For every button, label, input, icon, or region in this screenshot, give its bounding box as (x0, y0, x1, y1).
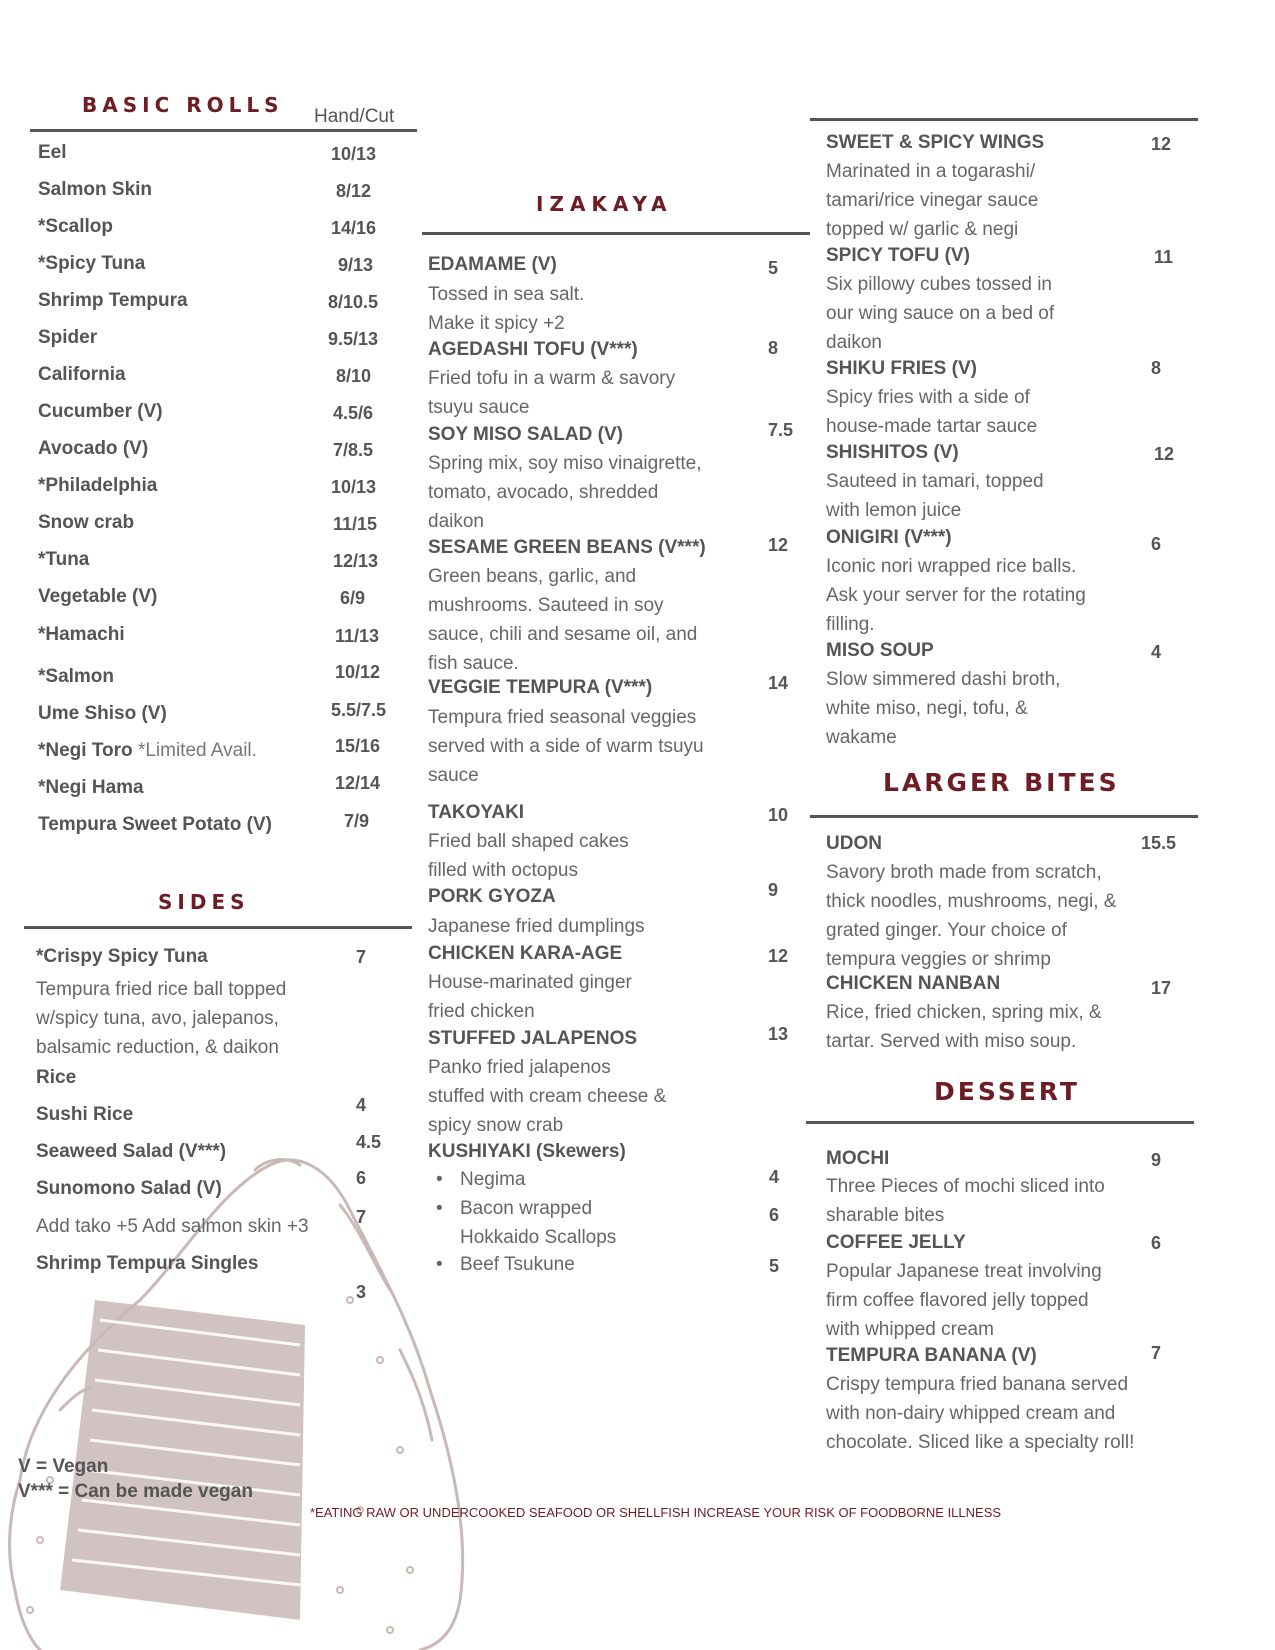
izakaya-price: 9 (768, 880, 779, 900)
limited-note: *Limited Avail. (137, 740, 257, 761)
izakaya-desc: House-marinated ginger fried chicken (428, 972, 632, 1022)
dessert-desc: Popular Japanese treat involving firm coffee flavored jelly topped with whipped cream (826, 1261, 1102, 1340)
izakaya-desc: Spring mix, soy miso vinaigrette, tomato, avocado, shredded daikon (428, 453, 702, 532)
roll-name: Eel (38, 142, 67, 163)
roll-price: 9/13 (338, 255, 374, 275)
izakaya-name: CHICKEN KARA-AGE (428, 943, 623, 964)
dessert-price: 9 (1151, 1150, 1162, 1170)
roll-name: Vegetable (V) (38, 586, 158, 607)
dessert-name: MOCHI (826, 1148, 890, 1169)
right-item-desc: Iconic nori wrapped rice balls. Ask your server for the rotating filling. (826, 556, 1086, 635)
right-item-name: SHISHITOS (V) (826, 442, 959, 463)
roll-name: *Salmon (38, 666, 115, 687)
dessert-name: TEMPURA BANANA (V) (826, 1345, 1037, 1366)
basic-rolls-title: BASIC ROLLS (82, 93, 284, 117)
side-price: 7 (356, 1207, 367, 1227)
side-name: *Crispy Spicy Tuna (36, 946, 208, 967)
izakaya-desc: Tossed in sea salt. (428, 284, 585, 305)
roll-price: 8/10 (336, 366, 372, 386)
izakaya-desc: Panko fried jalapenos stuffed with cream cheese & spicy snow crab (428, 1057, 667, 1136)
right-item-desc: Six pillowy cubes tossed in our wing sauce on a bed of daikon (826, 274, 1055, 353)
side-price: 4 (356, 1095, 367, 1115)
larger-bites-rule (810, 815, 1198, 818)
dessert-price: 6 (1151, 1233, 1162, 1253)
izakaya-desc: Tempura fried seasonal veggies served with a side of warm tsuyu sauce (428, 707, 704, 786)
dessert-rule (806, 1121, 1194, 1124)
izakaya-name: SOY MISO SALAD (V) (428, 424, 623, 445)
right-item-price: 8 (1151, 358, 1162, 378)
larger-item-price: 17 (1151, 978, 1172, 998)
basic-rolls-rule (30, 129, 417, 132)
larger-bites-title: LARGER BITES (883, 768, 1120, 797)
roll-name: *Philadelphia (38, 475, 158, 496)
izakaya-price: 12 (768, 946, 789, 966)
side-price: 4.5 (356, 1132, 382, 1152)
roll-name: *Scallop (38, 216, 113, 237)
larger-item-name: UDON (826, 833, 882, 854)
roll-price: 11/15 (333, 514, 378, 534)
side-name: Sushi Rice (36, 1104, 134, 1125)
kushiyaki-item: • Negima (460, 1165, 525, 1194)
roll-price: 12/13 (333, 551, 379, 571)
larger-item-desc: Savory broth made from scratch, thick noodles, mushrooms, negi, & grated ginger. Your choice of tempura veggies or shrimp (826, 862, 1117, 970)
roll-price: 6/9 (340, 588, 366, 608)
right-item-desc: Spicy fries with a side of house-made tartar sauce (826, 387, 1038, 437)
right-item-price: 11 (1154, 247, 1174, 267)
izakaya-name: AGEDASHI TOFU (V***) (428, 339, 638, 360)
roll-name: *Negi Hama (38, 777, 144, 798)
right-item-price: 12 (1151, 134, 1172, 154)
roll-price: 8/10.5 (328, 292, 379, 312)
roll-name: Avocado (V) (38, 438, 149, 459)
legend-can-be-vegan: V*** = Can be made vegan (18, 1481, 253, 1502)
right-item-name: SPICY TOFU (V) (826, 245, 970, 266)
roll-price: 10/13 (331, 477, 377, 497)
side-price: 7 (356, 947, 367, 967)
izakaya-name: VEGGIE TEMPURA (V***) (428, 677, 653, 698)
right-item-name: SWEET & SPICY WINGS (826, 132, 1045, 153)
roll-name: California (38, 364, 126, 385)
legend-vegan: V = Vegan (18, 1456, 109, 1477)
raw-food-warning: *EATING RAW OR UNDERCOOKED SEAFOOD OR SHELLFISH INCREASE YOUR RISK OF FOODBORNE ILLNESS (310, 1505, 1002, 1520)
roll-name: Snow crab (38, 512, 135, 533)
roll-price: 7/9 (344, 811, 370, 831)
izakaya-extra: Make it spicy +2 (428, 313, 565, 334)
roll-price: 10/12 (335, 662, 381, 682)
izakaya-name: STUFFED JALAPENOS (428, 1028, 638, 1049)
roll-price: 9.5/13 (328, 329, 379, 349)
roll-price: 10/13 (331, 144, 377, 164)
izakaya-rule (422, 232, 810, 235)
izakaya-price: 7.5 (768, 420, 794, 440)
izakaya-title: IZAKAYA (536, 192, 673, 216)
roll-price: 15/16 (335, 736, 381, 756)
kushiyaki-item: • Bacon wrapped Hokkaido Scallops (460, 1194, 640, 1252)
roll-price: 7/8.5 (333, 440, 374, 460)
dessert-price: 7 (1151, 1343, 1162, 1363)
izakaya-name: KUSHIYAKI (Skewers) (428, 1141, 626, 1162)
izakaya-price: 10 (768, 805, 789, 825)
izakaya-name: PORK GYOZA (428, 886, 556, 907)
roll-name: Ume Shiso (V) (38, 703, 167, 724)
side-price: 6 (356, 1168, 367, 1188)
right-item-price: 6 (1151, 534, 1162, 554)
right-item-name: SHIKU FRIES (V) (826, 358, 977, 379)
dessert-desc: Three Pieces of mochi sliced into sharable bites (826, 1176, 1105, 1226)
kushiyaki-price: 5 (769, 1256, 780, 1276)
roll-price: 11/13 (335, 626, 380, 646)
right-item-name: MISO SOUP (826, 640, 934, 661)
kushiyaki-price: 6 (769, 1205, 780, 1225)
right-item-price: 12 (1154, 444, 1175, 464)
izakaya-price: 14 (768, 673, 789, 693)
izakaya-price: 5 (768, 258, 779, 278)
right-top-rule (810, 118, 1198, 121)
side-price: 3 (356, 1282, 367, 1302)
sides-title: SIDES (158, 890, 250, 914)
roll-name: Tempura Sweet Potato (V) (38, 814, 273, 835)
hand-cut-header: Hand/Cut (314, 106, 395, 127)
roll-price: 4.5/6 (333, 403, 374, 423)
izakaya-desc: Green beans, garlic, and mushrooms. Sauteed in soy sauce, chili and sesame oil, and fish sauce. (428, 566, 698, 674)
side-add-on: Add tako +5 Add salmon skin +3 (36, 1216, 309, 1237)
roll-name: *Tuna (38, 549, 90, 570)
side-name: Seaweed Salad (V***) (36, 1141, 227, 1162)
dessert-title: DESSERT (934, 1077, 1080, 1106)
right-item-name: ONIGIRI (V***) (826, 527, 952, 548)
roll-name-negi-toro (38, 740, 257, 762)
side-name: Shrimp Tempura Singles (36, 1253, 259, 1274)
right-item-desc: Sauteed in tamari, topped with lemon juice (826, 471, 1044, 521)
kushiyaki-item: • Beef Tsukune (460, 1250, 575, 1279)
right-item-desc: Marinated in a togarashi/ tamari/rice vinegar sauce topped w/ garlic & negi (826, 161, 1039, 240)
roll-price: 14/16 (331, 218, 377, 238)
roll-name: *Spicy Tuna (38, 253, 146, 274)
roll-price: 8/12 (336, 181, 372, 201)
side-rice-heading: Rice (36, 1067, 77, 1088)
larger-item-price: 15.5 (1141, 833, 1177, 853)
side-desc: Tempura fried rice ball topped w/spicy tuna, avo, jalepanos, balsamic reduction, & daikon (36, 979, 287, 1058)
izakaya-desc: Fried tofu in a warm & savory tsuyu sauce (428, 368, 676, 418)
roll-name: Cucumber (V) (38, 401, 163, 422)
izakaya-name: TAKOYAKI (428, 802, 525, 823)
side-name: Sunomono Salad (V) (36, 1178, 222, 1199)
roll-name: Spider (38, 327, 98, 348)
roll-name: Salmon Skin (38, 179, 153, 200)
roll-name: Shrimp Tempura (38, 290, 188, 311)
larger-item-name: CHICKEN NANBAN (826, 973, 1001, 994)
roll-name: *Hamachi (38, 624, 125, 645)
izakaya-name: EDAMAME (V) (428, 254, 557, 275)
right-item-desc: Slow simmered dashi broth, white miso, negi, tofu, & wakame (826, 669, 1061, 748)
izakaya-price: 13 (768, 1024, 789, 1044)
roll-price: 12/14 (335, 773, 381, 793)
izakaya-price: 8 (768, 338, 779, 358)
izakaya-name: SESAME GREEN BEANS (V***) (428, 537, 706, 558)
sides-rule (24, 926, 412, 929)
dessert-name: COFFEE JELLY (826, 1232, 966, 1253)
izakaya-desc: Japanese fried dumplings (428, 916, 645, 937)
izakaya-price: 12 (768, 535, 789, 555)
larger-item-desc: Rice, fried chicken, spring mix, & tartar. Served with miso soup. (826, 1002, 1102, 1052)
kushiyaki-price: 4 (769, 1167, 780, 1187)
roll-name: *Negi Toro (38, 740, 133, 761)
dessert-desc: Crispy tempura fried banana served with non-dairy whipped cream and chocolate. Sliced like a specialty roll! (826, 1374, 1135, 1453)
roll-price: 5.5/7.5 (331, 700, 387, 720)
izakaya-desc: Fried ball shaped cakes filled with octopus (428, 831, 629, 881)
right-item-price: 4 (1151, 642, 1162, 662)
